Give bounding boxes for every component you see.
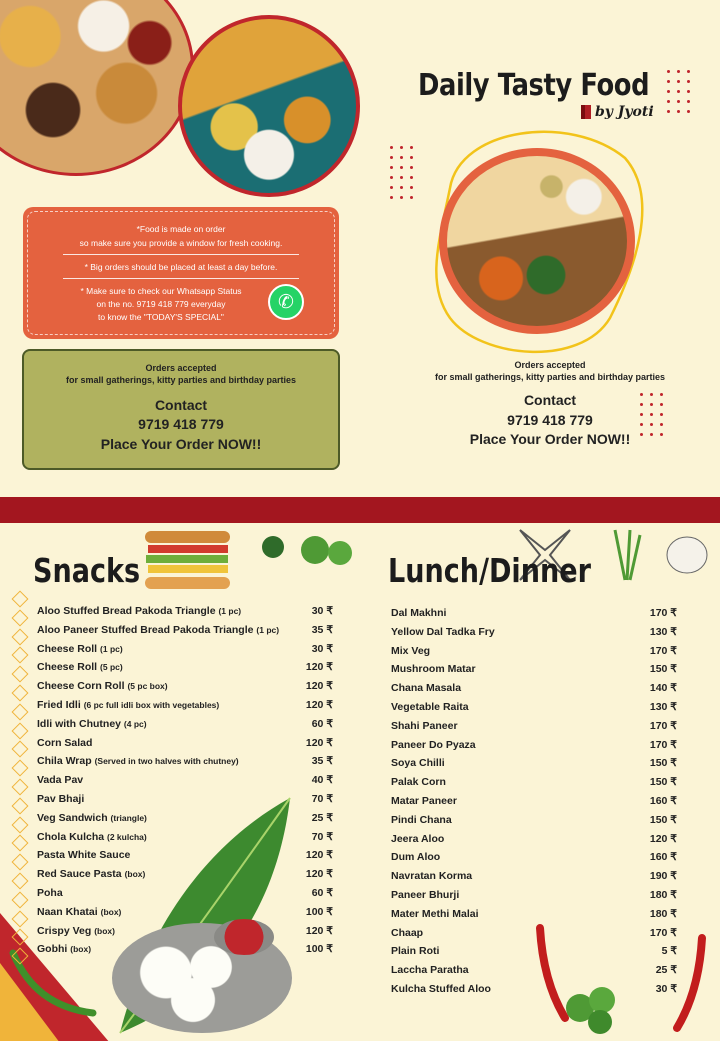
- item-price: 70 ₹: [311, 793, 333, 805]
- note-line: so make sure you provide a window for fresh cooking.: [79, 238, 283, 248]
- menu-item: [391, 663, 677, 679]
- item-name: Pav Bhaji: [37, 793, 85, 805]
- menu-item: [37, 887, 333, 903]
- item-name: Cheese Roll: [37, 642, 98, 655]
- coriander-leaf-icon: [255, 525, 365, 575]
- item-price: 25 ₹: [311, 811, 333, 824]
- item-name: Pasta White Sauce: [37, 849, 131, 862]
- menu-item: [391, 720, 677, 736]
- item-note: (1 pc): [218, 606, 242, 616]
- menu-item: [391, 626, 677, 642]
- menu-item: [391, 927, 677, 943]
- menu-item: [391, 757, 677, 773]
- contact-label: Contact: [154, 397, 208, 413]
- item-price: 150 ₹: [649, 757, 677, 770]
- item-name: Matar Paneer: [391, 795, 457, 807]
- menu-item: [37, 849, 333, 865]
- menu-item: [37, 661, 333, 677]
- menu-item: [37, 755, 333, 771]
- item-price: 60 ₹: [311, 887, 333, 899]
- item-name: Yellow Dal Tadka Fry: [391, 625, 495, 638]
- item-name: Mix Veg: [391, 644, 431, 657]
- item-note: (box): [100, 906, 122, 917]
- item-name: Aloo Stuffed Bread Pakoda Triangle: [37, 605, 216, 617]
- dot-pattern: [667, 70, 690, 113]
- dosa-photo: [178, 15, 360, 197]
- menu-item: [37, 680, 333, 696]
- brand-by: by Jyoti: [595, 104, 654, 120]
- item-name: Dal Makhni: [391, 607, 447, 619]
- orders-accepted-label: Orders accepted: [514, 360, 586, 370]
- item-name: Shahi Paneer: [391, 719, 458, 732]
- item-note: (box): [70, 944, 92, 955]
- item-name: Chaap: [391, 926, 424, 939]
- menu-item: [37, 906, 333, 922]
- menu-item: [37, 643, 333, 659]
- item-note: (5 pc): [100, 662, 123, 673]
- item-price: 170 ₹: [649, 926, 677, 939]
- menu-item: [37, 812, 333, 828]
- orders-accepted-detail: for small gatherings, kitty parties and birthday parties: [65, 375, 297, 385]
- item-note: (triangle): [110, 812, 147, 823]
- menu-item: [391, 814, 677, 830]
- item-price: 140 ₹: [649, 682, 677, 695]
- item-price: 120 ₹: [305, 680, 333, 693]
- order-info-box: [22, 349, 340, 470]
- order-cta: Place Your Order NOW!!: [469, 431, 631, 447]
- item-name: Gobhi: [37, 943, 68, 956]
- item-price: 130 ₹: [649, 625, 677, 638]
- item-price: 5 ₹: [661, 945, 677, 958]
- item-price: 120 ₹: [305, 924, 333, 937]
- menu-item: [391, 701, 677, 717]
- item-name: Vada Pav: [37, 774, 84, 787]
- note-line: * Make sure to check our Whatsapp Status: [80, 286, 242, 296]
- item-price: 120 ₹: [305, 661, 333, 674]
- item-note: (2 kulcha): [107, 831, 147, 842]
- item-name: Chana Masala: [391, 682, 462, 695]
- item-note: (6 pc full idli box with vegetables): [83, 700, 220, 710]
- menu-item: [391, 682, 677, 698]
- item-name: Soya Chilli: [391, 757, 445, 770]
- item-price: 160 ₹: [649, 851, 677, 864]
- orders-accepted-label: Orders accepted: [145, 363, 217, 373]
- item-price: 190 ₹: [649, 870, 677, 883]
- item-name: Veg Sandwich: [37, 811, 108, 824]
- item-price: 100 ₹: [305, 905, 333, 918]
- item-name: Idli with Chutney: [37, 717, 121, 730]
- menu-item: [37, 774, 333, 790]
- menu-item: [37, 831, 333, 847]
- menu-list-panel: [0, 523, 720, 1041]
- whatsapp-icon: ✆: [268, 284, 304, 320]
- item-name: Aloo Paneer Stuffed Bread Pakoda Triangle: [37, 623, 254, 636]
- item-price: 120 ₹: [649, 832, 677, 845]
- menu-item: [391, 607, 677, 623]
- brand-title: Daily Tasty Food: [418, 68, 650, 103]
- item-price: 150 ₹: [649, 813, 677, 826]
- item-price: 120 ₹: [305, 849, 333, 862]
- menu-item: [391, 776, 677, 792]
- item-name: Naan Khatai: [37, 905, 98, 918]
- menu-item: [391, 833, 677, 849]
- item-price: 60 ₹: [311, 717, 333, 730]
- item-price: 30 ₹: [655, 983, 677, 995]
- menu-item: [37, 793, 333, 809]
- thali-photo: [0, 0, 194, 176]
- item-price: 180 ₹: [649, 889, 677, 901]
- item-price: 35 ₹: [311, 623, 333, 636]
- naan-curry-photo: [439, 148, 635, 334]
- menu-item: [391, 870, 677, 886]
- sandwich-icon: [140, 527, 235, 599]
- item-name: Chila Wrap: [37, 755, 92, 768]
- item-note: (4 pc): [123, 718, 147, 729]
- item-price: 160 ₹: [649, 795, 677, 807]
- item-price: 40 ₹: [311, 774, 333, 787]
- item-price: 25 ₹: [655, 964, 677, 977]
- item-price: 70 ₹: [311, 830, 333, 843]
- item-price: 30 ₹: [311, 605, 333, 617]
- item-price: 170 ₹: [649, 607, 677, 619]
- brand-mark-icon: [581, 105, 591, 119]
- item-price: 30 ₹: [311, 642, 333, 655]
- ordering-notes-box: [23, 207, 339, 339]
- menu-item: [37, 737, 333, 753]
- divider-band: [0, 497, 720, 523]
- order-cta: Place Your Order NOW!!: [100, 436, 262, 452]
- item-name: Crispy Veg: [37, 924, 92, 937]
- item-price: 170 ₹: [649, 738, 677, 751]
- menu-item: [37, 624, 333, 640]
- menu-item: [37, 925, 333, 941]
- item-name: Plain Roti: [391, 945, 440, 958]
- menu-item: [391, 964, 677, 980]
- item-price: 35 ₹: [311, 755, 333, 768]
- item-note: (Served in two halves with chutney): [94, 756, 239, 767]
- menu-item: [391, 889, 677, 905]
- item-name: Paneer Do Pyaza: [391, 738, 476, 751]
- item-note: (1 pc): [256, 624, 280, 635]
- dot-pattern: [390, 146, 413, 199]
- menu-item: [37, 718, 333, 734]
- item-price: 150 ₹: [649, 776, 677, 789]
- item-name: Jeera Aloo: [391, 832, 445, 845]
- item-name: Cheese Roll: [37, 661, 98, 674]
- contact-phone[interactable]: 9719 418 779: [138, 416, 224, 432]
- item-name: Navratan Korma: [391, 870, 473, 883]
- item-price: 180 ₹: [649, 907, 677, 920]
- item-price: 120 ₹: [305, 736, 333, 749]
- item-name: Mater Methi Malai: [391, 907, 479, 920]
- item-price: 130 ₹: [649, 701, 677, 713]
- menu-item: [391, 795, 677, 811]
- contact-phone[interactable]: 9719 418 779: [507, 412, 593, 428]
- item-price: 120 ₹: [305, 699, 333, 711]
- item-name: Fried Idli: [37, 699, 81, 711]
- menu-item: [391, 908, 677, 924]
- item-name: Kulcha Stuffed Aloo: [391, 983, 491, 995]
- menu-item: [391, 739, 677, 755]
- item-name: Pindi Chana: [391, 813, 452, 826]
- item-name: Corn Salad: [37, 736, 93, 749]
- item-note: (1 pc): [100, 643, 123, 654]
- item-name: Palak Corn: [391, 776, 446, 789]
- item-price: 100 ₹: [305, 943, 333, 956]
- note-line: to know the "TODAY'S SPECIAL": [98, 312, 224, 322]
- menu-cover-panel: [0, 0, 720, 497]
- menu-item: [37, 699, 333, 715]
- item-name: Chola Kulcha: [37, 830, 105, 843]
- diamond-border: [10, 593, 32, 969]
- contact-label: Contact: [523, 392, 577, 408]
- item-name: Mushroom Matar: [391, 663, 476, 676]
- orders-accepted-detail: for small gatherings, kitty parties and birthday parties: [434, 372, 666, 382]
- menu-item: [391, 945, 677, 961]
- menu-item: [37, 868, 333, 884]
- menu-item: [391, 645, 677, 661]
- item-price: 150 ₹: [649, 663, 677, 676]
- item-note: (5 pc box): [127, 681, 168, 692]
- item-name: Vegetable Raita: [391, 701, 469, 713]
- item-name: Paneer Bhurji: [391, 889, 460, 901]
- item-name: Poha: [37, 887, 63, 899]
- lunch-dinner-title: Lunch/Dinner: [388, 551, 591, 590]
- menu-item: [391, 851, 677, 867]
- note-line: * Big orders should be placed at least a day before.: [84, 262, 278, 272]
- item-name: Laccha Paratha: [391, 964, 469, 977]
- item-price: 120 ₹: [305, 868, 333, 881]
- menu-item: [391, 983, 677, 999]
- snacks-title: Snacks: [33, 551, 141, 590]
- item-name: Dum Aloo: [391, 851, 441, 864]
- note-line: *Food is made on order: [136, 224, 226, 234]
- menu-item: [37, 605, 333, 621]
- item-note: (box): [94, 925, 115, 936]
- item-price: 170 ₹: [649, 719, 677, 732]
- item-name: Cheese Corn Roll: [37, 680, 125, 693]
- item-price: 170 ₹: [649, 644, 677, 657]
- item-note: (box): [124, 869, 146, 880]
- red-chilli-icon: [672, 933, 712, 1033]
- item-name: Red Sauce Pasta: [37, 868, 122, 881]
- menu-item: [37, 943, 333, 959]
- note-line: on the no. 9719 418 779 everyday: [96, 299, 226, 309]
